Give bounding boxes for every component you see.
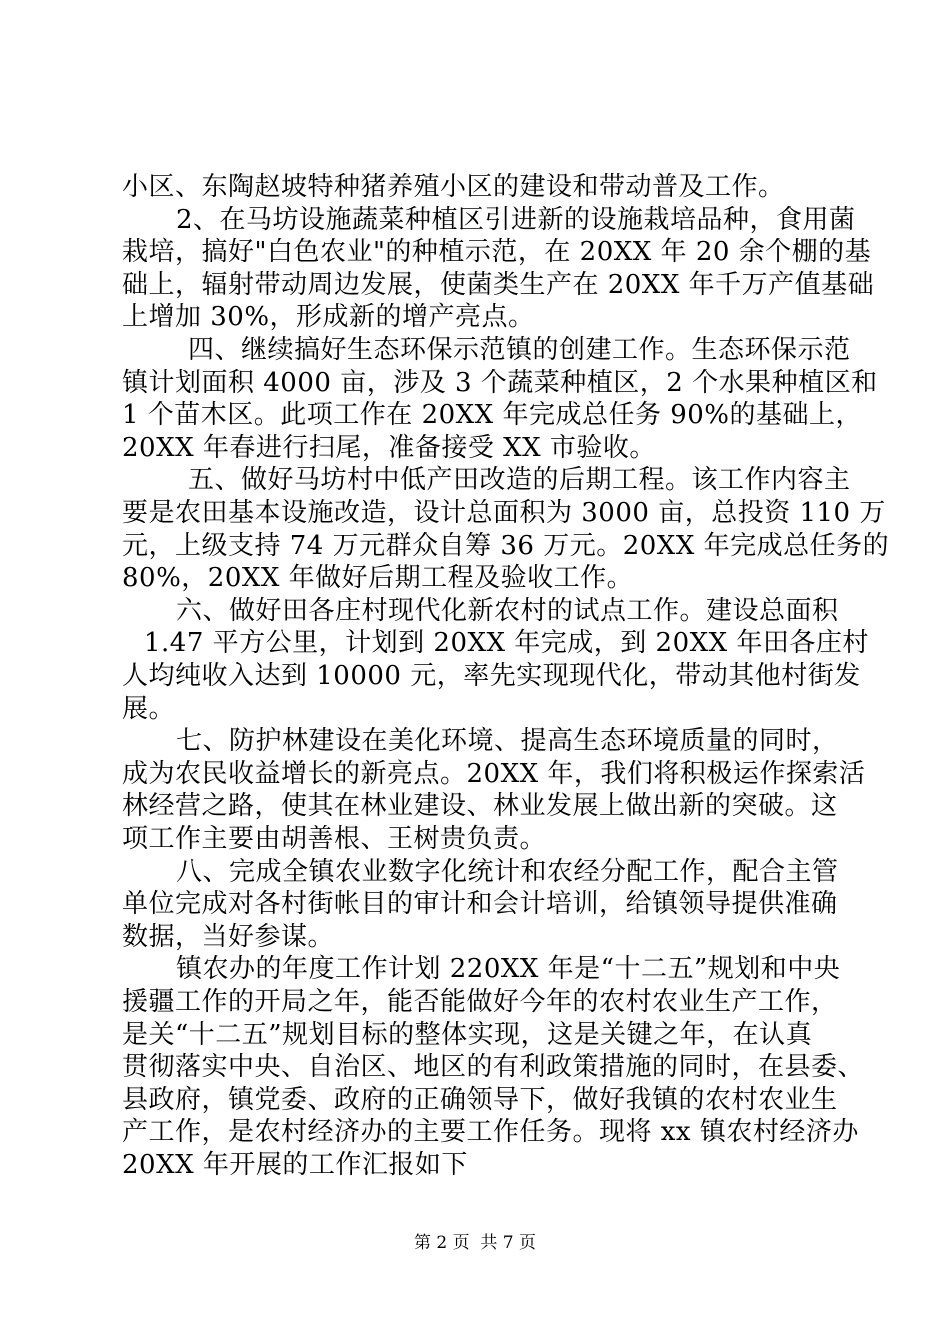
text-line: 80%，20XX 年做好后期工程及验收工作。: [122, 563, 634, 593]
text-line: 六、做好田各庄村现代化新农村的试点工作。建设总面积: [176, 596, 839, 626]
text-line: 镇农办的年度工作计划 220XX 年是“十二五”规划和中央: [176, 954, 841, 984]
text-line: 上增加 30%，形成新的增产亮点。: [122, 302, 535, 332]
page-number-footer: 第 2 页 共 7 页: [413, 1233, 537, 1253]
text-line: 栽培，搞好"白色农业"的种植示范，在 20XX 年 20 余个棚的基: [122, 237, 872, 267]
text-line: 林经营之路，使其在林业建设、林业发展上做出新的突破。这: [122, 791, 838, 821]
text-line: 数据，当好参谋。: [122, 922, 335, 952]
text-line: 八、完成全镇农业数字化统计和农经分配工作，配合主管: [176, 857, 839, 887]
text-line: 人均纯收入达到 10000 元，率先实现现代化，带动其他村街发: [122, 661, 861, 691]
text-line: 是关“十二五”规划目标的整体实现，这是关键之年，在认真: [122, 1020, 813, 1050]
text-line: 2、在马坊设施蔬菜种植区引进新的设施栽培品种，食用菌: [176, 205, 856, 235]
text-line: 七、防护林建设在美化环境、提高生态环境质量的同时，: [176, 726, 839, 756]
text-line: 县政府，镇党委、政府的正确领导下，做好我镇的农村农业生: [122, 1085, 838, 1115]
text-line: 础上，辐射带动周边发展，使菌类生产在 20XX 年千万产值基础: [122, 270, 875, 300]
text-line: 1 个苗木区。此项工作在 20XX 年完成总任务 90%的基础上，: [122, 400, 862, 430]
text-line: 1.47 平方公里，计划到 20XX 年完成，到 20XX 年田各庄村: [144, 628, 869, 658]
text-line: 20XX 年开展的工作汇报如下: [122, 1150, 468, 1180]
text-line: 小区、东陶赵坡特种猪养殖小区的建设和带动普及工作。: [122, 172, 785, 202]
text-line: 项工作主要由胡善根、王树贵负责。: [122, 824, 547, 854]
text-line: 镇计划面积 4000 亩，涉及 3 个蔬菜种植区，2 个水果种植区和: [122, 368, 878, 398]
text-line: 四、继续搞好生态环保示范镇的创建工作。生态环保示范: [188, 335, 851, 365]
text-line: 贯彻落实中央、自治区、地区的有利政策措施的同时，在县委、: [122, 1052, 865, 1082]
text-line: 单位完成对各村街帐目的审计和会计培训，给镇领导提供准确: [122, 889, 838, 919]
text-line: 元，上级支持 74 万元群众自筹 36 万元。20XX 年完成总任务的: [122, 531, 890, 561]
text-line: 要是农田基本设施改造，设计总面积为 3000 亩，总投资 110 万: [122, 498, 886, 528]
text-line: 20XX 年春进行扫尾，准备接受 XX 市验收。: [122, 433, 656, 463]
text-line: 产工作，是农村经济办的主要工作任务。现将 xx 镇农村经济办: [122, 1117, 859, 1147]
text-line: 五、做好马坊村中低产田改造的后期工程。该工作内容主: [188, 465, 851, 495]
text-line: 展。: [122, 694, 176, 724]
text-line: 成为农民收益增长的新亮点。20XX 年，我们将积极运作探索活: [122, 759, 866, 789]
text-line: 援疆工作的开局之年，能否能做好今年的农村农业生产工作，: [122, 987, 838, 1017]
